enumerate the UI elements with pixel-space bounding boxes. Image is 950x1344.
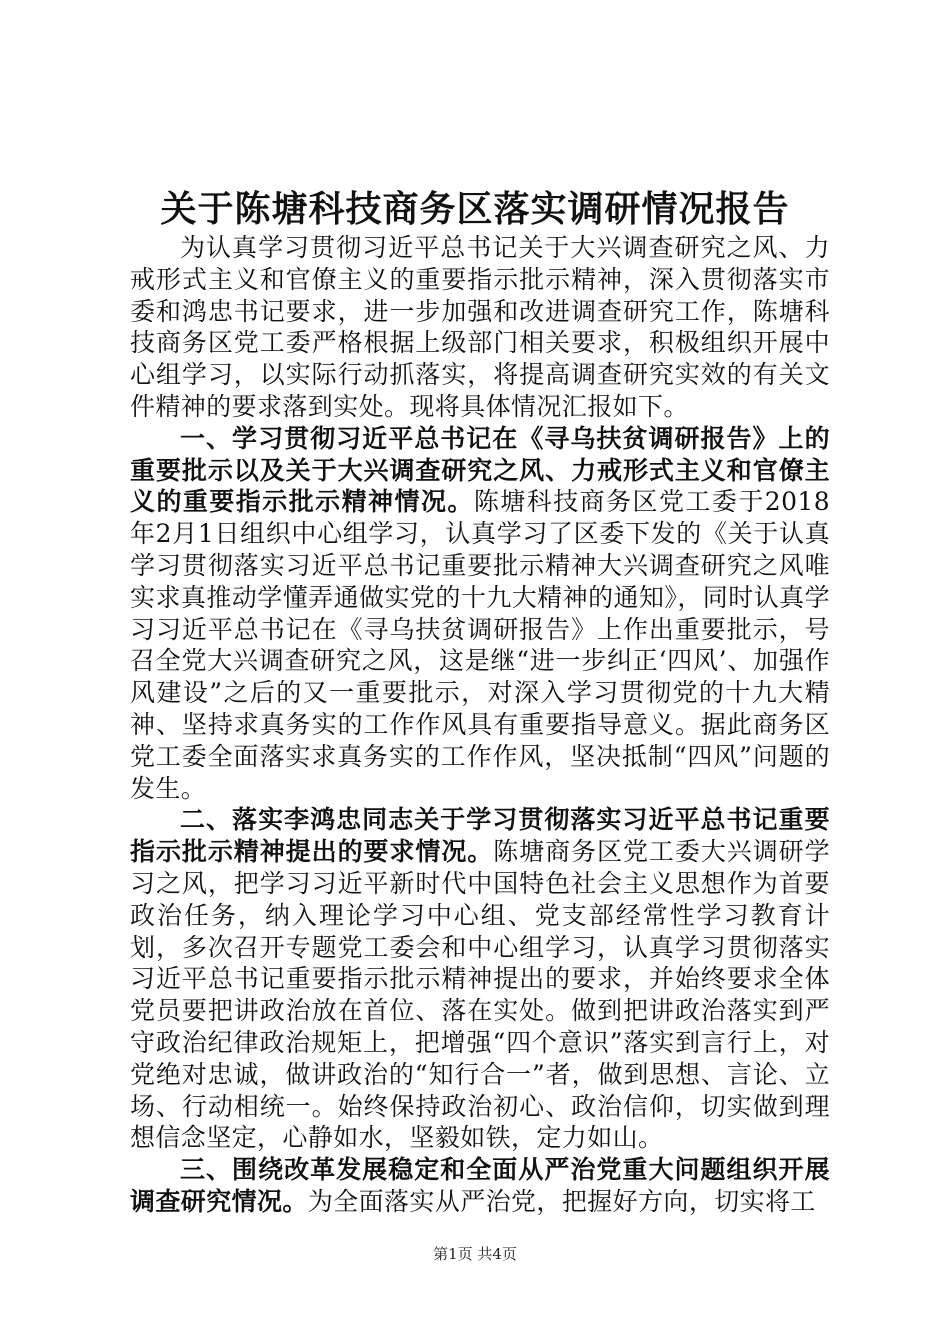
page-footer: 第1页 共4页 xyxy=(433,1245,517,1263)
section-two-text: 陈塘商务区党工委大兴调研学习之风，把学习习近平新时代中国特色社会主义思想作为首要政治任务，纳入理论学习中心组、党支部经常性学习教育计划，多次召开专题党工委会和中心组学习，认真学习贯彻落实习近平总书记重要指示批示精神提出的要求，并始终要求全体党员要把讲政治放在首位、落在实处。做到把讲政治落实到严守政治纪律政治规矩上，把增强“四个意识”落实到言行上，对党绝对忠诚，做讲政治的“知行合一”者，做到思想、言论、立场、行动相统一。始终保持政治初心、政治信仰，切实做到理想信念坚定，心静如水，坚毅如铁，定力如山。 xyxy=(130,837,830,1153)
document-title: 关于陈塘科技商务区落实调研情况报告 xyxy=(160,188,790,230)
section-one-heading: 一、学习贯彻习近平总书记在《寻乌扶贫调研报告》上的重要批示以及关于大兴调查研究之风、力戒形式主义和官僚主义的重要指示批示精神情况。 xyxy=(130,423,830,517)
section-three-text: 为全面落实从严治党，把握好方向，切实将工 xyxy=(307,1186,816,1216)
section-one-paragraph xyxy=(130,423,830,805)
section-one-text: 陈塘科技商务区党工委于2018年2月1日组织中心组学习，认真学习了区委下发的《关于认真学习贯彻落实习近平总书记重要批示精神大兴调查研究之风唯实求真推动学懂弄通做实党的十九大精神的通知》，同时认真学习习近平总书记在《寻乌扶贫调研报告》上作出重要批示，号召全党大兴调查研究之风，这是继“进一步纠正‘四风’、加强作风建设”之后的又一重要批示，对深入学习贯彻党的十九大精神、坚持求真务实的工作作风具有重要指导意义。据此商务区党工委全面落实求真务实的工作作风，坚决抵制“四风”问题的发生。 xyxy=(130,487,831,803)
section-two-heading: 二、落实李鸿忠同志关于学习贯彻落实习近平总书记重要指示批示精神提出的要求情况。 xyxy=(130,805,830,867)
section-two-paragraph xyxy=(130,804,830,1154)
section-three-heading: 三、围绕改革发展稳定和全面从严治党重大问题组织开展调查研究情况。 xyxy=(130,1155,830,1216)
paragraph-text: 为认真学习贯彻习近平总书记关于大兴调查研究之风、力戒形式主义和官僚主义的重要指示批示精神，深入贯彻落实市委和鸿忠书记要求，进一步加强和改进调查研究工作，陈塘科技商务区党工委严格根据上级部门相关要求，积极组织开展中心组学习，以实际行动抓落实，将提高调查研究实效的有关文件精神的要求落到实处。现将具体情况汇报如下。 xyxy=(130,233,830,421)
section-three-paragraph xyxy=(130,1154,830,1218)
intro-paragraph xyxy=(130,232,830,423)
document-body xyxy=(130,232,830,1218)
